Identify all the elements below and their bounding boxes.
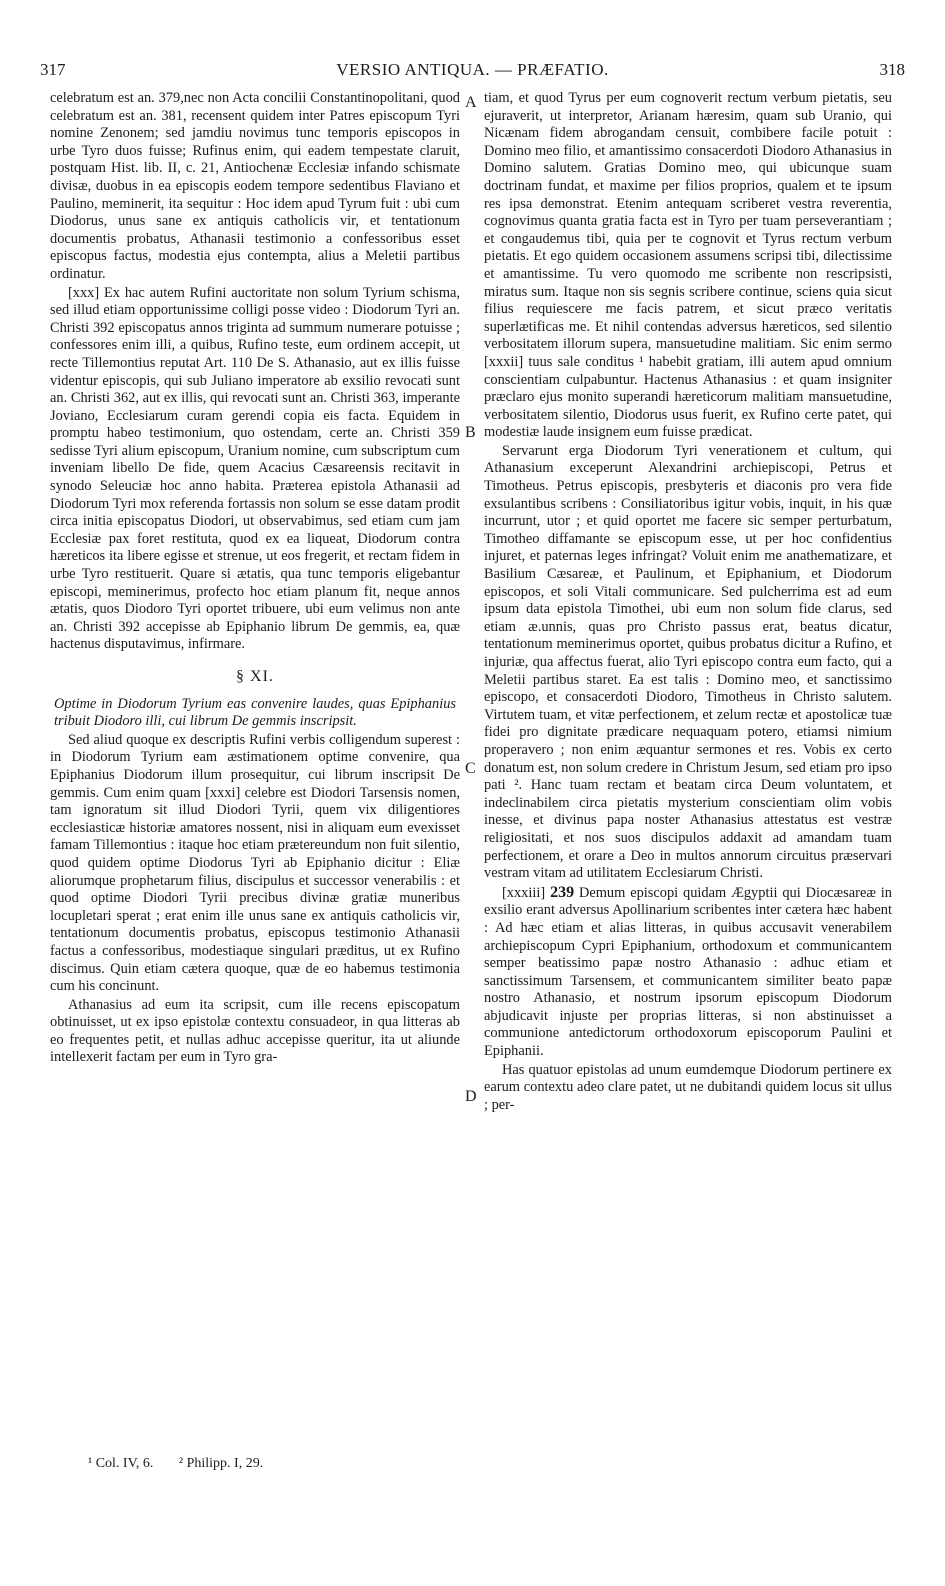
page-number-right: 318 [879,60,905,79]
paragraph: Sed aliud quoque ex descriptis Rufini verbis colligendum superest : in Diodorum Tyrium eam æstimationem optime convenire, qua Epiphanius Diodorum illum prosequitur, cui librum inscripsit De gemmis. Cum enim quam [xxxi] celebre est Diodori Tarsensis nomen, tam ignoratum sit illud Diodori Tyrii, quem vix diligentiores ecclesiasticæ historiæ amatores nossent, nisi in aliquam eum evexisset famam Tillemontius : itaque hoc etiam prætereundum non fuit silentio, quod quidem optime Diodorus Tyri ab Epiphanio dicitur : Eliæ aliorumque prophetarum filius, discipulus et successor venerabilis : et quod optime Diodori Tyrii precibus divinæ gratiæ muneribus locupletari sperat ; erat enim ille unus sane ex antiquis catholicis vir, tentationum documentis probatus, episcopus testimonio Athanasii factus a confessoribus, modestiaque singulari præditus, ut ex Rufino discimus. Quin etiam cætera quoque, quæ de eo habemus testimonia cum his concinunt. [50,731,460,995]
paragraph-with-number [484,884,892,1061]
footnotes [88,1456,285,1472]
margin-letter-a: A [465,94,477,111]
paragraph-text: Demum episcopi quidam Ægyptii qui Diocæsareæ in exsilio erant adversus Apollinarium scribentes inter cætera hæc habent : Ad hæc etiam et alias litteras, in quibus accusavit venerabilem archiepiscopum Cypri Epiphanium, orthodoxum et communicantem semper beatissimo papæ nostro Athanasio : adhuc etiam et sanctissimum Tarsensem, et communicantem similiter beato papæ nostro Athanasio, et nostrum ipsorum episcopum Diodorum abjudicavit injuste per proprias litteras, si non abstinuisset a communione antedictorum orthodoxorum episcoporum Paulini et Epiphanii. [484,884,892,1060]
right-column [484,90,892,1430]
page-ref: [xxxiii] [502,884,546,901]
paragraph: Has quatuor epistolas ad unum eumdemque Diodorum pertinere ex earum contextu adeo clare patet, ut ne dubitandi quidem locus sit ullus ; per- [484,1061,892,1113]
running-title: VERSIO ANTIQUA. — PRÆFATIO. [336,60,609,79]
margin-letter-d: D [465,1088,477,1105]
page-header [40,60,905,86]
section-title: Optime in Diodorum Tyrium eas convenire laudes, quas Epiphanius tribuit Diodoro illi, cui librum De gemmis inscripsit. [54,695,456,730]
column-number: 239 [550,883,575,901]
paragraph: tiam, et quod Tyrus per eum cognoverit rectum verbum pietatis, seu ejuraverit, ut interpretor, Arianam hæresim, quam sub Uranio, qui Nicænam fidem abrogandam censuit, combibere facile potuit : Domino meo filio, et amantissimo consacerdoti Diodoro Athanasius in Domino salutem. Gratias Domino meo, qui ubicunque suam doctrinam fundat, et maxime per filios proprios, qualem et te ipsum res ipsa demonstrat. Etenim antequam scriberet vestra reverentia, cognovimus quanta gratia facta est in Tyro per tuam perseverantiam ; et congaudemus tibi, quia per te cognovit et Tyrus rectum verbum pietatis. Et ego quidem occasionem assumens scripsi tibi, dilectissime et amantissime. Tu vero quomodo me scribente non rescripsisti, miratus sum. Itaque non sis segnis scribere continue, sciens quia sicut filius requiescere me facis patrem, et sicut præco veritatis superlætificas me. Et nihil contendas adversus hæreticos, sed silentio verbositatem illorum supera, mansuetudine malitiam. Sic enim sermo [xxxii] tuus sale conditus ¹ habebit gratiam, illi autem apud omnium conscientiam culpabuntur. Hactenus Athanasius : et quam insigniter præclaro ejus monito superandi hæreticorum malitiam mansuetudine, verbositatem silentio, Diodorus usus fuerit, ex Rufino certe patet, qui modestiæ laude insignem eum fuisse prædicat. [484,90,892,441]
section-number: § XI. [236,668,274,685]
footnote: ¹ Col. IV, 6. [88,1456,154,1471]
paragraph: [xxx] Ex hac autem Rufini auctoritate non solum Tyrium schisma, sed illud etiam opportunissime colligi posse video : Diodorum Tyri an. Christi 392 episcopatus annos triginta ad summum numerare potuisse ; confessores enim illi, a quibus, Rufino teste, eum ordinem accepit, ut recte Tillemontius reputat Art. 110 De S. Athanasio, aut ex illis fuisse videntur episcopis, qui sub Juliano imperatore ab exsilio revocati sunt an. Christi 362, aut ex illis, qui revocati sunt an. Christi 363, imperante Joviano, Ecclesiarum curam gerendi copia eis facta. Equidem in promptu habeo testimonium, quo ostendam, certe an. Christi 359 sedisse Tyri alium episcopum, Uranium nomine, cum subscriptum cum inveniam libello De fide, quem Acacius Cæsareensis recitavit in synodo Seleuciæ hoc anno habita. Præterea epistola Athanasii ad Diodorum Tyri mox referenda fortassis non solum se esse datam prodit circa initia episcopatus Diodori, ut observabimus, sed etiam cum jam Ecclesiæ pax foret restituta, quod ex ea liqueat, Diodorum contra hæreticos ita libere egisse et strenue, ut eos fregerit, et rectam fidem in urbe Tyro restituerit. Quare si ætatis, qua tunc temporis eligebantur episcopi, meminerimus, profecto hoc etiam planum fit, neque annos ætatis, quos Diodoro Tyri oportet tribuere, ubi eum velimus non ante an. Christi 392 accepisse ab Epiphanio librum De gemmis, ea, quæ hactenus disputavimus, infirmare. [50,284,460,653]
paragraph: Athanasius ad eum ita scripsit, cum ille recens episcopatum obtinuisset, ut ex ipso epistolæ contextu consuadeor, in qua litteras ab eo frequentes petit, et nullas adhuc accepisse queritur, ita ut aliunde intellexerit factam per eum in Tyro gra- [50,996,460,1066]
paragraph: Servarunt erga Diodorum Tyri venerationem et cultum, qui Athanasium exceperunt Alexandrini archiepiscopi, Petrus et Timotheus. Petrus episcopis, presbyteris et diaconis pro vera fide exsulantibus scribens : Consiliatoribus igitur vobis, inquit, in his quæ incurrunt, utor ; et quid oportet me facere sic semper perturbatum, Timotheo diffamante se episcopum esse, ut per hoc confidentius injuret, et paternas leges infringat? Voluit enim me anathematizare, et Basilium Cæsareæ, et Paulinum, et Epiphanium, et Diodorum episcopos, et soli Vitali communicare. Sed pulcherrima est ad eum ipsum data epistola Timothei, ubi eum non solum fide clarus, sed etiam æ.unnis, quas pro Christo passus erat, beatus dicatur, tentationum meminerimus oportet, quibus probatus dicitur a Rufino, et injuriæ, qua affectus fuerat, alio Tyri episcopo contra eum facto, qui a Meletii partibus staret. Ea est talis : Domino meo, et sanctissimo episcopo, et consacerdoti Diodoro, Timotheus in Christo salutem. Virtutem tuam, et vitæ perfectionem, et zelum rectæ et apostolicæ tuæ fidei pro dignitate prædicare nequaquam potero, etiamsi nimium properavero ; non enim æquantur sermones et res. Vobis ex certo donatum est, non solum credere in Christum Jesum, sed etiam pro ipso pati ². Hanc tuam rectam et beatam circa Deum voluntatem, et indeclinabilem circa pietatis mysterium conscientiam olim vobis inesse, et divinus papa noster Athanasius attestatus est vestræ religiositati, et nos suos discipulos addaxit ad amandam tuam perfectionem, et orare a Deo in multos annorum circuitus præservari vestram vitam ad utilitatem Ecclesiarum Christi. [484,442,892,882]
paragraph: celebratum est an. 379,nec non Acta concilii Constantinopolitani, quod celebratum est an. 381, recensent quidem inter Patres episcopum Tyri nomine Zenonem; sed jamdiu novimus tunc temporis episcopos in urbe Tyro duos fuisse; Rufinus enim, qui eadem tempestate claruit, postquam Hist. lib. II, c. 21, Antiochenæ Ecclesiæ infando schismate divisæ, duobus in ea episcopis eodem tempore sedentibus Flaviano et Paulino, meminerit, ita sequitur : Hoc idem apud Tyrum fuit : ubi cum Diodorus, unus sane ex antiquis catholicis vir, et tentationum documentis probatus, Athanasii testimonio a confessoribus esset episcopus factus, modestia ejus contempta, alius a Meletii partibus ordinatur. [50,90,460,282]
margin-letter-c: C [465,760,476,777]
page-number-left: 317 [40,60,66,79]
margin-letter-b: B [465,424,476,441]
footnote: ² Philipp. I, 29. [178,1456,264,1471]
left-column [50,90,460,1430]
